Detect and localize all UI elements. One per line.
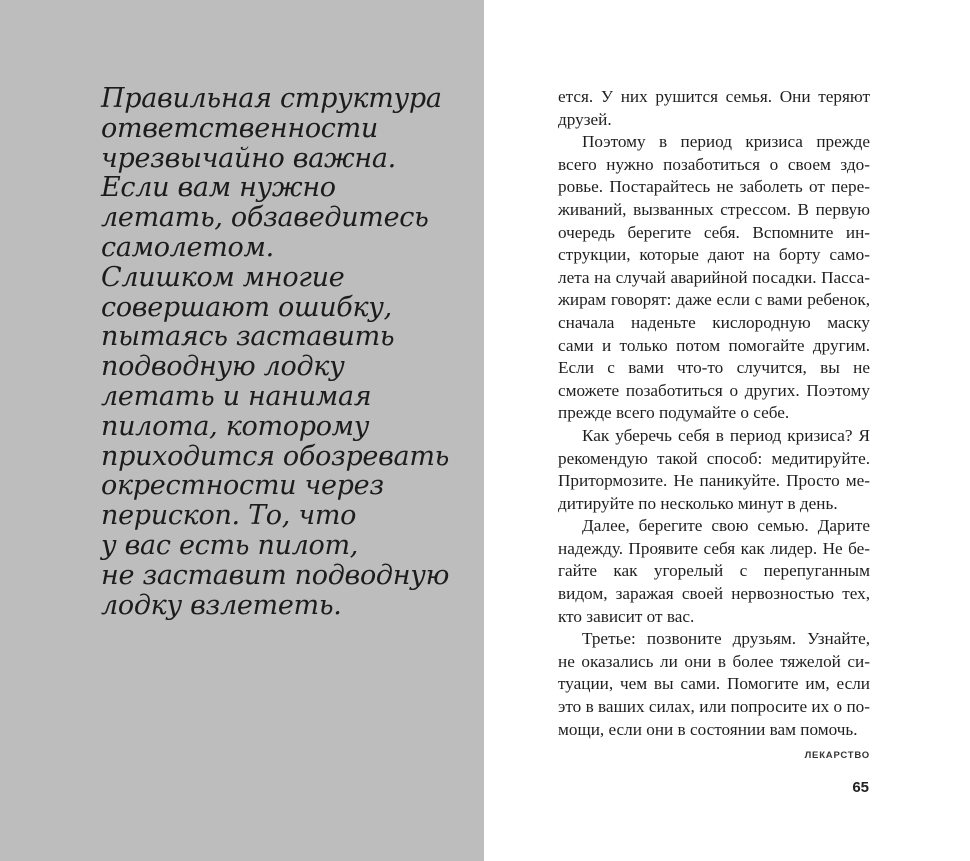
quote-line: Правильная структура bbox=[101, 83, 442, 114]
quote-line: приходится обозревать bbox=[101, 440, 450, 472]
pull-quote bbox=[101, 84, 471, 620]
right-page bbox=[484, 0, 970, 861]
quote-line: окрестности через bbox=[101, 470, 384, 502]
paragraph: Как уберечь себя в период кризиса? Я рекомендую такой способ: медитируйте. Притормозите. Не паникуйте. Просто медитируйте по несколько минут в день. bbox=[558, 425, 870, 513]
running-head: ЛЕКАРСТВО bbox=[804, 750, 870, 761]
quote-line: подводную лодку bbox=[101, 351, 345, 383]
quote-line: совершают ошибку, bbox=[101, 291, 392, 323]
quote-line: у вас есть пилот, bbox=[101, 529, 359, 561]
body-text bbox=[558, 86, 870, 741]
quote-line: пытаясь заставить bbox=[101, 321, 395, 353]
page-number: 65 bbox=[852, 779, 869, 796]
quote-line: ответственности bbox=[101, 112, 379, 144]
quote-line: летать, обзаведитесь bbox=[101, 202, 429, 234]
quote-line: пилота, которому bbox=[101, 410, 370, 442]
paragraph: Поэтому в период кризиса прежде всего нужно позаботиться о своем здоровье. Постарайтесь не заболеть от переживаний, вызванных стрессом. В первую очередь берегите себя. Вспомните инструкции, которые дают на борту самолета на случай аварийной посадки. Пассажирам говорят: даже если с вами ребенок, сначала наденьте кислородную маску сами и только потом помогайте другим. Если с вами что-то случится, вы не сможете позаботиться о других. Поэтому прежде всего подумайте о себе. bbox=[558, 132, 870, 423]
quote-line: Слишком многие bbox=[101, 261, 345, 293]
paragraph: ется. У них рушится семья. Они теряют друзей. bbox=[558, 87, 870, 129]
quote-line: перископ. То, что bbox=[101, 500, 357, 532]
paragraph: Третье: позвоните друзьям. Узнайте, не оказались ли они в более тяжелой ситуации, чем вы сами. Помогите им, если это в ваших силах, или попросите их о помощи, если они в состоянии вам помочь. bbox=[558, 629, 870, 739]
quote-line: не заставит подводную bbox=[101, 559, 450, 591]
quote-line: чрезвычайно важна. bbox=[101, 142, 396, 174]
quote-line: самолетом. bbox=[101, 231, 274, 263]
paragraph: Далее, берегите свою семью. Дарите надежду. Проявите себя как лидер. Не бегайте как угорелый с перепуганным видом, заражая своей нервозностью тех, кто зависит от вас. bbox=[558, 516, 870, 626]
quote-line: летать и нанимая bbox=[101, 380, 372, 412]
quote-line: лодку взлететь. bbox=[101, 589, 342, 621]
left-page bbox=[0, 0, 484, 861]
quote-line: Если вам нужно bbox=[101, 172, 336, 204]
